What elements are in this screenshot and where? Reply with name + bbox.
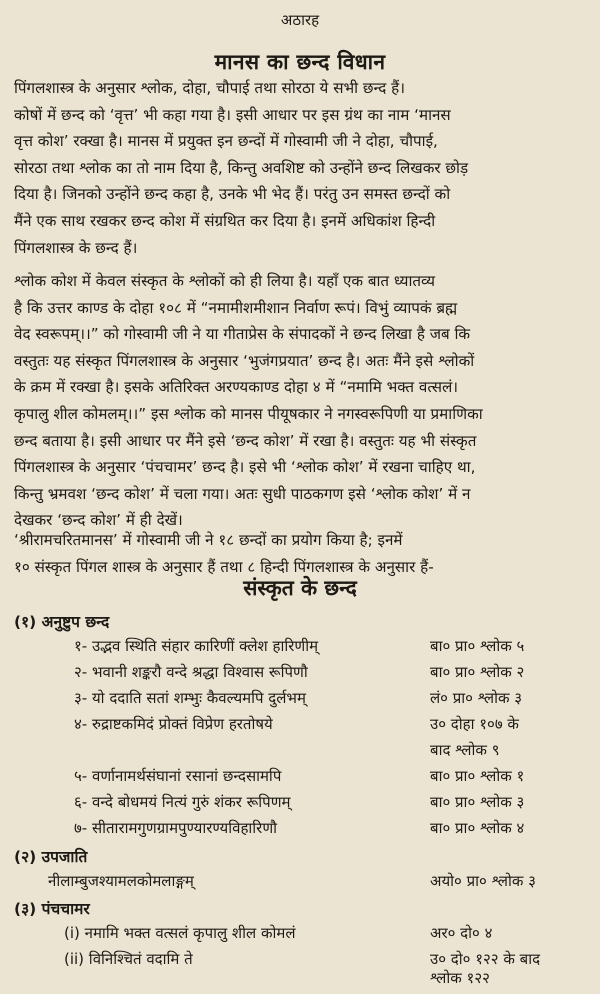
- verse-reference: बा० प्रा० श्लोक ५: [430, 637, 525, 655]
- verse-row: [0, 818, 600, 844]
- verse-text: ६- वन्दे बोधमयं नित्यं गुरुं शंकर रूपिणम्: [74, 793, 291, 811]
- text-line: कृपालु शील कोमलम्।।” इस श्लोक को मानस पीयूषकार ने नगस्वरूपिणी या प्रमाणिका: [14, 404, 483, 423]
- verse-reference: बा० प्रा० श्लोक १: [430, 767, 525, 785]
- text-line: के क्रम में रक्खा है। इसके अतिरिक्त अरण्यकाण्ड दोहा ४ में “नमामि भक्त वत्सलं।: [14, 378, 459, 397]
- group-heading-panchachamar: (३) पंचचामर: [14, 900, 90, 918]
- paragraph-1: [14, 75, 590, 261]
- text-line: वृत्त कोश’ रक्खा है। मानस में प्रयुक्त इन छन्दों में गोस्वामी जी ने दोहा, चौपाई,: [14, 132, 438, 151]
- verse-row: [0, 792, 600, 818]
- verse-reference: बाद श्लोक ९: [430, 741, 500, 759]
- verse-reference: लं० प्रा० श्लोक ३: [430, 689, 523, 707]
- text-line: है कि उत्तर काण्ड के दोहा १०८ में “नमामीशमीशान निर्वाण रूपं। विभुं व्यापकं ब्रह्म: [14, 298, 458, 317]
- verse-row: [0, 968, 600, 994]
- group-heading-anushtup: (१) अनुष्टुप छन्द: [14, 613, 110, 631]
- verse-reference: अर० दो० ४: [430, 924, 493, 942]
- group-heading-upajati: (२) उपजाति: [14, 848, 88, 866]
- chapter-title: मानस का छन्द विधान: [214, 50, 386, 74]
- verse-reference: उ० दो० १२२ के बाद: [430, 950, 541, 968]
- verse-reference: बा० प्रा० श्लोक ४: [430, 819, 525, 837]
- verse-row: [0, 871, 600, 897]
- text-line: पिंगलशास्त्र के अनुसार ‘पंचचामर’ छन्द है। इसे भी ‘श्लोक कोश’ में रखना चाहिए था,: [14, 458, 476, 477]
- verse-text: ३- यो ददाति सतां शम्भुः कैवल्यमपि दुर्लभम्: [74, 689, 306, 707]
- text-line: श्लोक कोश में केवल संस्कृत के श्लोकों को ही लिया है। यहाँ एक बात ध्यातव्य: [14, 272, 436, 290]
- verse-row: [0, 688, 600, 714]
- verse-text: ७- सीतारामगुणग्रामपुण्यारण्यविहारिणौ: [74, 819, 278, 837]
- verse-text: (i) नमामि भक्त वत्सलं कृपालु शील कोमलं: [64, 924, 296, 942]
- paragraph-2: [14, 268, 590, 534]
- verse-text: ५- वर्णानामर्थसंघानां रसानां छन्दसामपि: [74, 767, 282, 785]
- text-line: मैंने एक साथ रखकर छन्द कोश में संग्रथित कर दिया है। इनमें अधिकांश हिन्दी: [14, 211, 436, 230]
- verse-row: [0, 740, 600, 766]
- verse-reference: श्लोक १२२: [430, 969, 490, 987]
- verse-text: १- उद्भव स्थिति संहार कारिणीं क्लेश हारिणीम्: [74, 637, 319, 655]
- verse-row: [0, 714, 600, 740]
- verse-text: २- भवानी शङ्करौ वन्दे श्रद्धा विश्वास रूपिणौ: [74, 663, 308, 681]
- verse-row: [0, 662, 600, 688]
- verse-reference: बा० प्रा० श्लोक ३: [430, 793, 525, 811]
- verse-reference: अयो० प्रा० श्लोक ३: [430, 872, 536, 890]
- verse-reference: उ० दोहा १०७ के: [430, 715, 519, 733]
- text-line: सोरठा तथा श्लोक का तो नाम दिया है, किन्तु अवशिष्ट को उन्होंने छन्द लिखकर छोड़: [14, 158, 469, 177]
- verse-text: (ii) विनिश्चितं वदामि ते: [64, 950, 193, 968]
- verse-row: [0, 636, 600, 662]
- verse-text: नीलाम्बुजश्यामलकोमलाङ्गम्: [48, 872, 194, 890]
- paragraph-3: [14, 527, 590, 580]
- text-line: दिया है। जिनको उन्होंने छन्द कहा है, उनके भी भेद हैं। परंतु उन समस्त छन्दों को: [14, 185, 451, 204]
- text-line: ‘श्रीरामचरितमानस’ में गोस्वामी जी ने १८ छन्दों का प्रयोग किया है; इनमें: [14, 531, 403, 549]
- text-line: कोषों में छन्द को ‘वृत्त’ भी कहा गया है। इसी आधार पर इस ग्रंथ का नाम ‘मानस: [14, 105, 451, 124]
- text-line: पिंगलशास्त्र के छन्द हैं।: [14, 238, 138, 257]
- text-line: वस्तुतः यह संस्कृत पिंगलशास्त्र के अनुसार ‘भुजंगप्रयात’ छन्द है। अतः मैंने इसे श्लोकों: [14, 351, 475, 370]
- verse-text: ४- रुद्राष्टकमिदं प्रोक्तं विप्रेण हरतोषये: [74, 715, 273, 733]
- verse-reference: बा० प्रा० श्लोक २: [430, 663, 525, 681]
- section-title: संस्कृत के छन्द: [243, 576, 357, 600]
- text-line: पिंगलशास्त्र के अनुसार श्लोक, दोहा, चौपाई तथा सोरठा ये सभी छन्द हैं।: [14, 79, 405, 97]
- verse-row: [0, 923, 600, 949]
- verse-row: [0, 766, 600, 792]
- text-line: देखकर ‘छन्द कोश’ में ही देखें।: [14, 511, 183, 530]
- page-number: अठारह: [280, 11, 320, 29]
- text-line: किन्तु भ्रमवश ‘छन्द कोश’ में चला गया। अतः सुधी पाठकगण इसे ‘श्लोक कोश’ में न: [14, 484, 471, 503]
- text-line: १० संस्कृत पिंगल शास्त्र के अनुसार हैं तथा ८ हिन्दी पिंगलशास्त्र के अनुसार हैं-: [14, 557, 434, 576]
- text-line: वेद स्वरूपम्।।” को गोस्वामी जी ने या गीताप्रेस के संपादकों ने छन्द लिखा है जब कि: [14, 325, 471, 344]
- text-line: छन्द बताया है। इसी आधार पर मैंने इसे ‘छन्द कोश’ में रखा है। वस्तुतः यह भी संस्कृत: [14, 431, 477, 450]
